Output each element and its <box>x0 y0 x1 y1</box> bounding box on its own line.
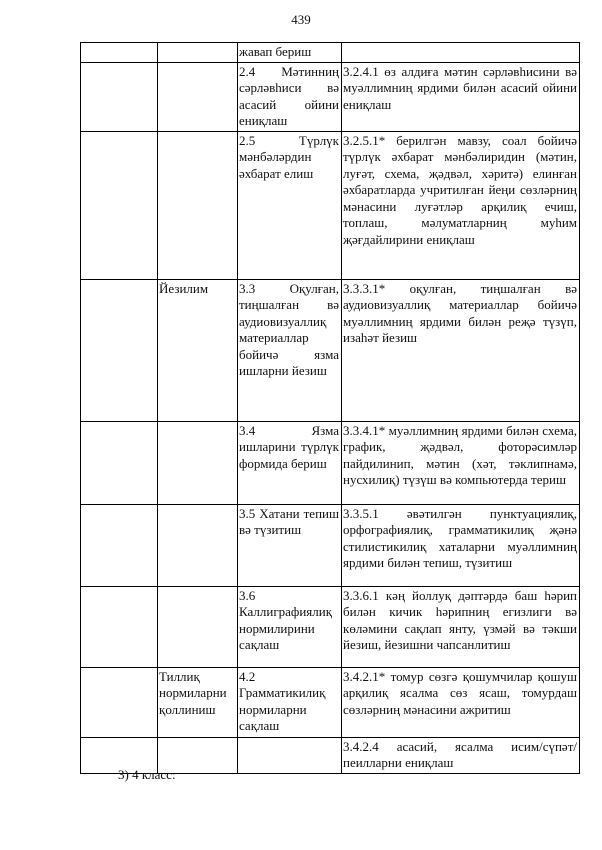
table-cell <box>158 43 238 63</box>
table-cell: 3.4.2.4 асасий, ясалма исим/сүпәт/пеилларни ениқлаш <box>342 737 580 773</box>
table-cell: 3.3.4.1* муәллимниң ярдими билән схема, график, җәдвәл, фоторәсимләр пайдилинип, мәтин (хәт, тәклипнамә, нусхилиқ) түзүш вә компьютерда териш <box>342 421 580 504</box>
table-cell <box>81 131 158 279</box>
table-cell: 3.4 Язма ишларини түрлүк формида бериш <box>238 421 342 504</box>
curriculum-table <box>80 42 580 774</box>
table-row <box>81 504 580 586</box>
table-cell <box>81 586 158 667</box>
table-cell: 3.3.5.1 әвәтилгән пунктуациялиқ, орфографиялиқ, грамматикилиқ җәнә стилистикилиқ хаталарни муәллимниң ярдими билән тепиш, түзитиш <box>342 504 580 586</box>
table-cell <box>158 62 238 131</box>
table-cell: Йезилим <box>158 279 238 421</box>
table-cell <box>81 62 158 131</box>
table-cell <box>81 279 158 421</box>
table-cell: 3.5 Хатани тепиш вә түзитиш <box>238 504 342 586</box>
table-cell: 3.6 Каллиграфиялиқ нормилирини сақлаш <box>238 586 342 667</box>
table-cell: 3.3.6.1 кәң йоллуқ дәптәрдә баш һәрип билән кичик һәрипниң егизлиги вә көләмини сақлап янту, үзмәй вә тәкши йезиш, йезишни чапсанлитиш <box>342 586 580 667</box>
table-cell <box>158 421 238 504</box>
table-cell <box>81 421 158 504</box>
table-cell: 3.3.3.1* оқулған, тиңшалған вә аудиовизуаллиқ материаллар бойичә муәллимниң ярдими билән реҗә түзүп, изаһәт йезиш <box>342 279 580 421</box>
table-cell <box>238 737 342 773</box>
table-cell: 3.2.5.1* берилгән мавзу, соал бойичә түрлүк әхбарат мәнбәлиридин (мәтин, луғәт, схема, җәдвәл, хәритә) елинған әхбаратларда учритилған йеңи сөзләрниң мәнасини луғәтләр арқилиқ ечиш, топлаш, мәлуматларниң муһим җәғдайлирини ениқлаш <box>342 131 580 279</box>
table-cell <box>158 586 238 667</box>
table-cell: 4.2 Грамматикилиқ нормиларни сақлаш <box>238 667 342 737</box>
table-row <box>81 667 580 737</box>
page-number: 439 <box>291 12 311 27</box>
table-row <box>81 43 580 63</box>
table-cell: жавап бериш <box>238 43 342 63</box>
table-row <box>81 279 580 421</box>
table-row <box>81 586 580 667</box>
table-row <box>81 131 580 279</box>
table-cell: Тиллиқ нормиларни қоллиниш <box>158 667 238 737</box>
table-cell <box>158 131 238 279</box>
table-cell: 3.3 Оқулған, тиңшалған вә аудиовизуаллиқ материаллар бойичә язма ишларни йезиш <box>238 279 342 421</box>
table-row <box>81 62 580 131</box>
section-heading: 3) 4 класс: <box>118 767 176 782</box>
table-cell <box>158 504 238 586</box>
table-cell <box>81 43 158 63</box>
table-cell: 2.4 Мәтинниң сәрләвһиси вә асасий ойини ениқлаш <box>238 62 342 131</box>
table-cell: 3.4.2.1* томур сөзгә қошумчилар қошуш арқилиқ ясалма сөз ясаш, томурдаш сөзләрниң мәнасини ажритиш <box>342 667 580 737</box>
table-cell: 2.5 Түрлүк мәнбәләрдин әхбарат елиш <box>238 131 342 279</box>
table-cell <box>81 504 158 586</box>
table-cell <box>81 667 158 737</box>
table-cell <box>342 43 580 63</box>
table-row <box>81 421 580 504</box>
table-cell: 3.2.4.1 өз алдиға мәтин сәрләвһисини вә муәллимниң ярдими билән асасий ойини ениқлаш <box>342 62 580 131</box>
